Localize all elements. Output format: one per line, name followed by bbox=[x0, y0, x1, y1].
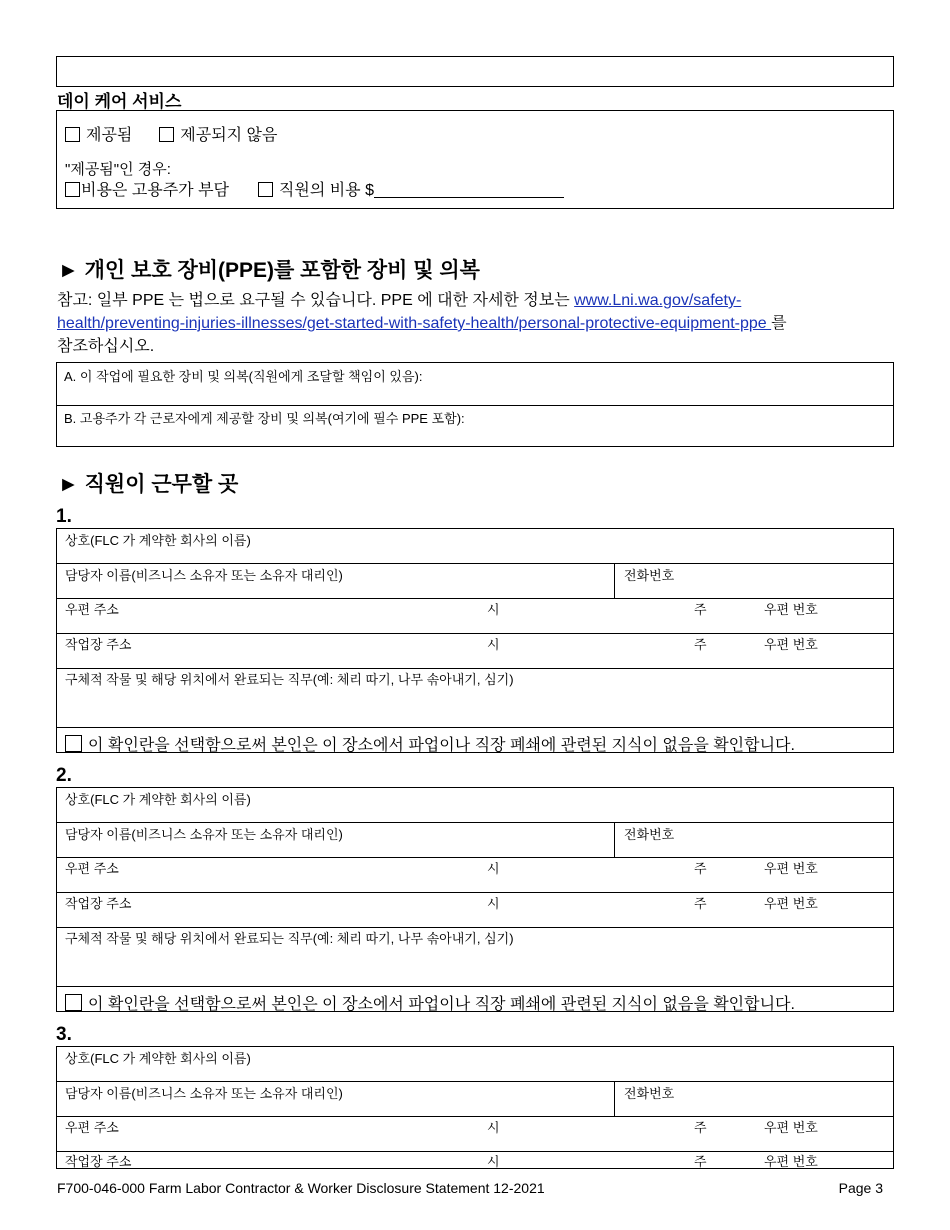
ack-label: 이 확인란을 선택함으로써 본인은 이 장소에서 파업이나 직장 폐쇄에 관련된 지식이 없음을 확인합니다. bbox=[88, 737, 795, 754]
phone-field[interactable]: 전화번호 bbox=[624, 1086, 675, 1101]
state-field[interactable]: 주 bbox=[694, 1120, 707, 1135]
city-field[interactable]: 시 bbox=[487, 896, 500, 911]
contact-name-field[interactable]: 담당자 이름(비즈니스 소유자 또는 소유자 대리인) bbox=[65, 827, 343, 842]
zip-field[interactable]: 우편 번호 bbox=[764, 1120, 818, 1135]
contact-name-field[interactable]: 담당자 이름(비즈니스 소유자 또는 소유자 대리인) bbox=[65, 568, 343, 583]
ppe-note: 참고: 일부 PPE 는 법으로 요구될 수 있습니다. PPE 에 대한 자세한 정보는 www.Lni.wa.gov/safety- health/preventing-injuries-illnesses/get-started-with-safety-health/personal-protective-equipment-ppe 를 참조하십시오. bbox=[57, 292, 787, 355]
mailing-address-field[interactable]: 우편 주소 bbox=[65, 861, 119, 876]
zip-field[interactable]: 우편 번호 bbox=[764, 896, 818, 911]
business-name-field[interactable]: 상호(FLC 가 계약한 회사의 이름) bbox=[65, 1051, 251, 1066]
city-field[interactable]: 시 bbox=[487, 1120, 500, 1135]
state-field[interactable]: 주 bbox=[694, 602, 707, 617]
daycare-provided-label: 제공됨 bbox=[86, 127, 133, 144]
city-field[interactable]: 시 bbox=[487, 637, 500, 652]
section-3-number: 3. bbox=[56, 1024, 72, 1045]
city-field[interactable]: 시 bbox=[487, 1154, 500, 1169]
daycare-not-provided-label: 제공되지 않음 bbox=[180, 127, 278, 144]
work-heading: ► 직원이 근무할 곳 bbox=[58, 473, 239, 496]
state-field[interactable]: 주 bbox=[694, 861, 707, 876]
daycare-not-provided-checkbox[interactable] bbox=[159, 127, 174, 142]
worker-cost-checkbox[interactable] bbox=[258, 182, 273, 197]
city-field[interactable]: 시 bbox=[487, 602, 500, 617]
duties-field[interactable]: 구체적 작물 및 해당 위치에서 완료되는 직무(예: 체리 따기, 나무 솎아내기, 심기) bbox=[65, 672, 514, 687]
ppe-field-a[interactable]: A. 이 작업에 필요한 장비 및 의복(직원에게 조달할 책임이 있음): bbox=[64, 369, 423, 384]
daycare-title: 데이 케어 서비스 bbox=[57, 92, 182, 111]
ppe-heading: ► 개인 보호 장비(PPE)를 포함한 장비 및 의복 bbox=[58, 259, 480, 282]
ack-checkbox[interactable] bbox=[65, 735, 82, 752]
daycare-if-provided: "제공됨"인 경우: bbox=[65, 161, 171, 178]
employer-cost-checkbox[interactable] bbox=[65, 182, 80, 197]
footer-page-number: Page 3 bbox=[838, 1180, 883, 1196]
ppe-link[interactable]: www.Lni.wa.gov/safety- bbox=[574, 292, 742, 309]
business-name-field[interactable]: 상호(FLC 가 계약한 회사의 이름) bbox=[65, 792, 251, 807]
ack-label: 이 확인란을 선택함으로써 본인은 이 장소에서 파업이나 직장 폐쇄에 관련된 지식이 없음을 확인합니다. bbox=[88, 996, 795, 1013]
ack-checkbox[interactable] bbox=[65, 994, 82, 1011]
city-field[interactable]: 시 bbox=[487, 861, 500, 876]
ppe-fields bbox=[56, 362, 894, 447]
employer-cost-label: 비용은 고용주가 부담 bbox=[81, 182, 229, 199]
daycare-box bbox=[56, 110, 894, 209]
top-empty-field[interactable] bbox=[56, 56, 894, 87]
worksite-address-field[interactable]: 작업장 주소 bbox=[65, 896, 132, 911]
section-1-box bbox=[56, 528, 894, 753]
worksite-address-field[interactable]: 작업장 주소 bbox=[65, 1154, 132, 1169]
section-2-box bbox=[56, 787, 894, 1012]
section-3-box bbox=[56, 1046, 894, 1169]
phone-field[interactable]: 전화번호 bbox=[624, 827, 675, 842]
state-field[interactable]: 주 bbox=[694, 637, 707, 652]
daycare-provided-checkbox[interactable] bbox=[65, 127, 80, 142]
phone-field[interactable]: 전화번호 bbox=[624, 568, 675, 583]
ppe-field-b[interactable]: B. 고용주가 각 근로자에게 제공할 장비 및 의복(여기에 필수 PPE 포함): bbox=[64, 411, 465, 426]
zip-field[interactable]: 우편 번호 bbox=[764, 602, 818, 617]
mailing-address-field[interactable]: 우편 주소 bbox=[65, 602, 119, 617]
mailing-address-field[interactable]: 우편 주소 bbox=[65, 1120, 119, 1135]
ppe-link-cont[interactable]: health/preventing-injuries-illnesses/get-started-with-safety-health/personal-protective-equipment-ppe bbox=[57, 315, 772, 332]
footer-form-id: F700-046-000 Farm Labor Contractor & Worker Disclosure Statement 12-2021 bbox=[57, 1180, 545, 1196]
business-name-field[interactable]: 상호(FLC 가 계약한 회사의 이름) bbox=[65, 533, 251, 548]
state-field[interactable]: 주 bbox=[694, 896, 707, 911]
duties-field[interactable]: 구체적 작물 및 해당 위치에서 완료되는 직무(예: 체리 따기, 나무 솎아내기, 심기) bbox=[65, 931, 514, 946]
zip-field[interactable]: 우편 번호 bbox=[764, 637, 818, 652]
zip-field[interactable]: 우편 번호 bbox=[764, 861, 818, 876]
section-1-number: 1. bbox=[56, 506, 72, 527]
section-2-number: 2. bbox=[56, 765, 72, 786]
state-field[interactable]: 주 bbox=[694, 1154, 707, 1169]
zip-field[interactable]: 우편 번호 bbox=[764, 1154, 818, 1169]
worksite-address-field[interactable]: 작업장 주소 bbox=[65, 637, 132, 652]
contact-name-field[interactable]: 담당자 이름(비즈니스 소유자 또는 소유자 대리인) bbox=[65, 1086, 343, 1101]
worker-cost-field[interactable] bbox=[374, 182, 564, 198]
arrow-icon: ► bbox=[58, 473, 79, 496]
arrow-icon: ► bbox=[58, 259, 79, 282]
worker-cost-label: 직원의 비용 $ bbox=[278, 182, 374, 199]
